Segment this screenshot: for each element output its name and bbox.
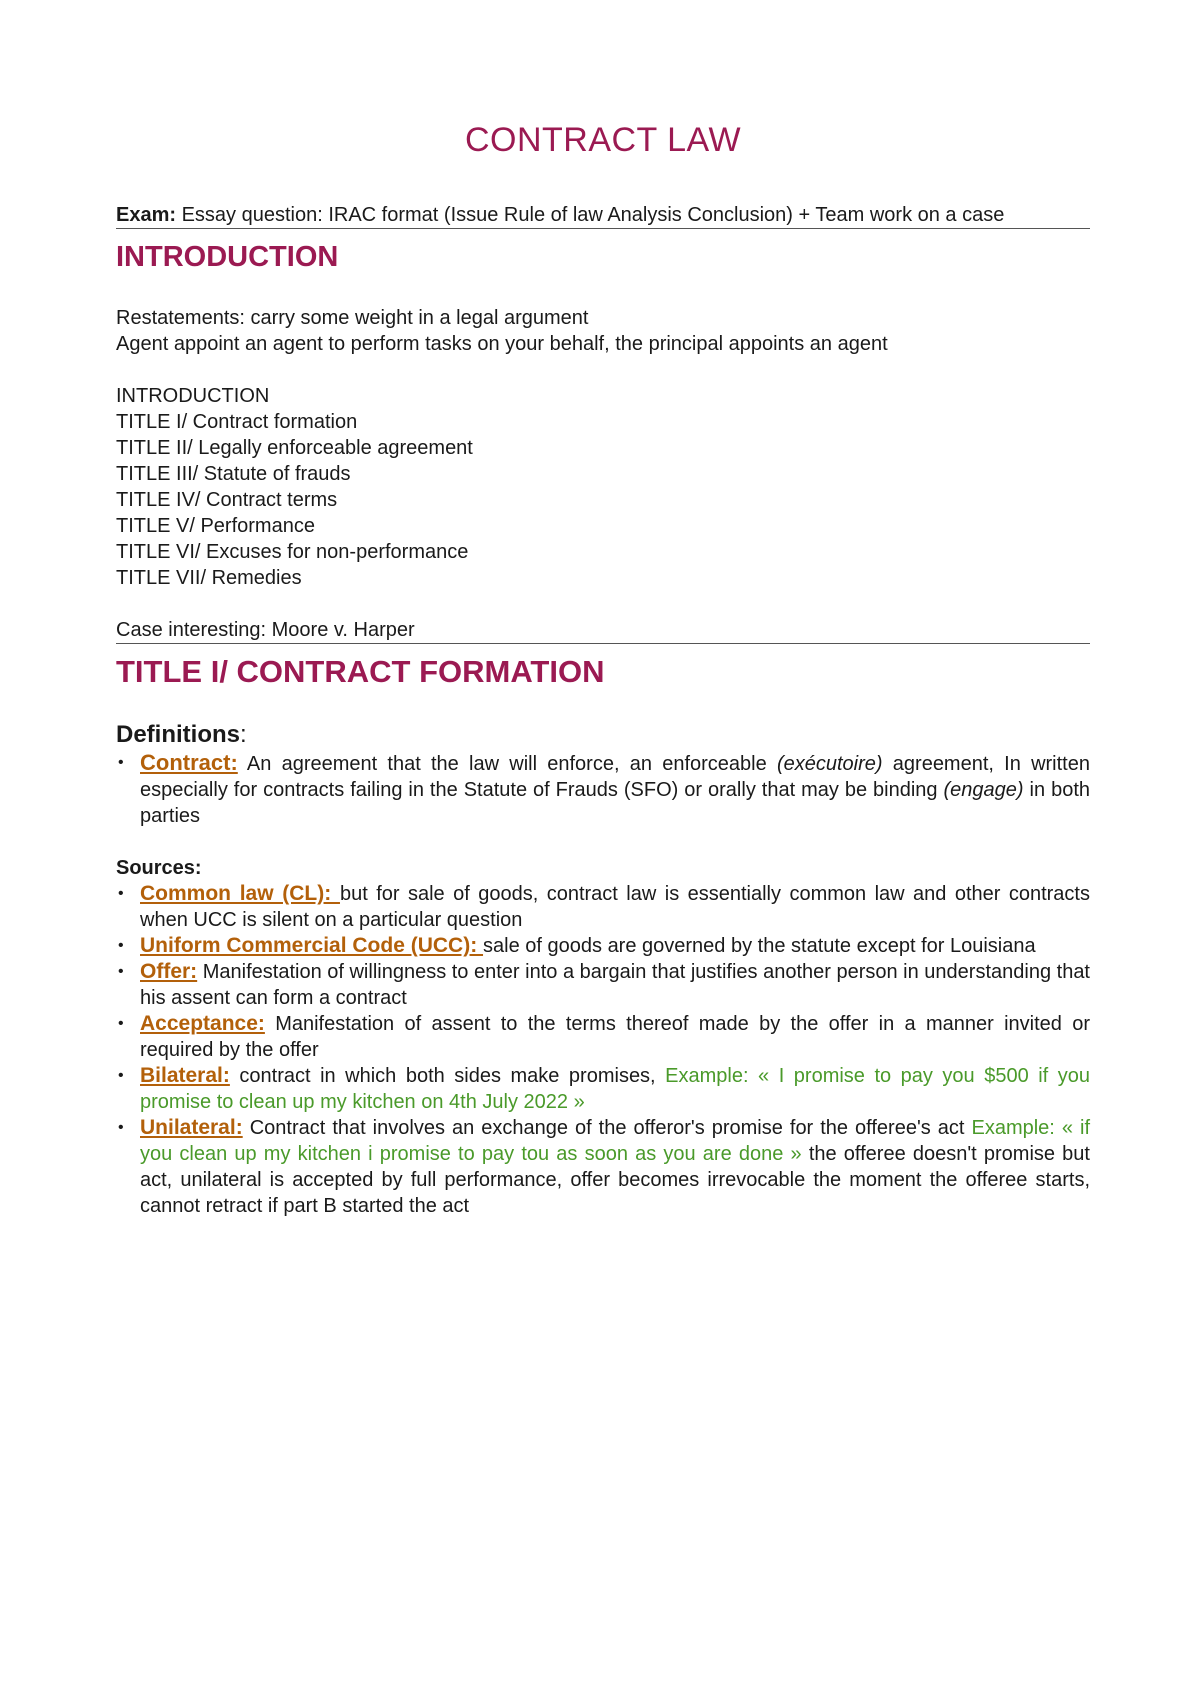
list-item	[116, 881, 1090, 933]
term-label: Unilateral:	[140, 1116, 243, 1139]
term-label: Contract:	[140, 750, 238, 775]
definitions-label: Definitions	[116, 721, 240, 748]
exam-label: Exam:	[116, 204, 177, 226]
source-text: Manifestation of willingness to enter into a bargain that justifies another person in understanding that his assent can form a contract	[140, 961, 1090, 1009]
example-text: Example: « I promise to pay you $500 if you promise to clean up my kitchen on 4th July 2022 »	[140, 1065, 1090, 1113]
bullet-icon: •	[118, 1119, 124, 1136]
bullet-icon: •	[118, 754, 124, 771]
bullet-icon: •	[118, 1067, 124, 1084]
list-item	[116, 933, 1090, 959]
term-label: Acceptance:	[140, 1012, 265, 1035]
term-label: Uniform Commercial Code (UCC):	[140, 934, 484, 957]
bullet-icon: •	[118, 1015, 124, 1032]
list-item	[116, 1115, 1090, 1219]
title1-heading: TITLE I/ CONTRACT FORMATION	[116, 654, 605, 689]
term-label: Common law (CL):	[140, 882, 340, 905]
source-text: but for sale of goods, contract law is essentially common law and other contracts when UCC is silent on a particular question	[140, 883, 1090, 931]
restatements-line: Restatements: carry some weight in a legal argument	[116, 307, 589, 329]
section-divider	[116, 228, 1090, 229]
toc-item: TITLE I/ Contract formation	[116, 411, 358, 433]
definitions-colon: :	[240, 721, 247, 748]
agent-line: Agent appoint an agent to perform tasks on your behalf, the principal appoints an agent	[116, 333, 888, 355]
definitions-heading	[116, 720, 1090, 750]
introduction-notes	[116, 305, 1090, 357]
toc-item: TITLE IV/ Contract terms	[116, 489, 338, 511]
document-title: CONTRACT LAW	[464, 121, 742, 159]
translation-note: (engage)	[943, 779, 1024, 801]
toc-item: INTRODUCTION	[116, 385, 270, 407]
definition-text: in both parties	[140, 779, 1090, 827]
bullet-icon: •	[118, 963, 124, 980]
list-item	[116, 1011, 1090, 1063]
exam-text: Essay question: IRAC format (Issue Rule of law Analysis Conclusion) + Team work on a case	[176, 204, 1005, 226]
term-label: Bilateral:	[140, 1064, 230, 1087]
example-text: Example: « if you clean up my kitchen i promise to pay tou as soon as you are done »	[140, 1117, 1090, 1165]
exam-paragraph	[116, 202, 1090, 228]
toc-item: TITLE V/ Performance	[116, 515, 315, 537]
sources-heading: Sources:	[116, 857, 202, 879]
list-item	[116, 959, 1090, 1011]
sources-list	[116, 881, 1090, 1219]
table-of-contents	[116, 383, 1090, 591]
introduction-heading: INTRODUCTION	[116, 241, 339, 273]
bullet-icon: •	[118, 937, 124, 954]
source-text: Manifestation of assent to the terms thereof made by the offer in a manner invited or required by the offer	[140, 1013, 1090, 1061]
definitions-list	[116, 750, 1090, 829]
source-text: sale of goods are governed by the statute except for Louisiana	[483, 935, 1036, 957]
toc-item: TITLE II/ Legally enforceable agreement	[116, 437, 473, 459]
list-item	[116, 1063, 1090, 1115]
bullet-icon: •	[118, 885, 124, 902]
definition-text: An agreement that the law will enforce, an enforceable	[237, 753, 777, 775]
source-text: Contract that involves an exchange of the offeror's promise for the offeree's act	[242, 1117, 972, 1139]
translation-note: (exécutoire)	[776, 753, 883, 775]
toc-item: TITLE III/ Statute of frauds	[116, 463, 351, 485]
list-item	[116, 750, 1090, 829]
toc-item: TITLE VII/ Remedies	[116, 567, 302, 589]
source-text: the offeree doesn't promise but act, unilateral is accepted by full performance, offer becomes irrevocable the moment the offeree starts, cannot retract if part B started the act	[140, 1143, 1090, 1217]
section-divider	[116, 643, 1090, 644]
source-text: contract in which both sides make promises,	[229, 1065, 666, 1087]
toc-item: TITLE VI/ Excuses for non-performance	[116, 541, 469, 563]
case-interesting-line: Case interesting: Moore v. Harper	[116, 619, 415, 641]
definition-text: agreement, In written especially for contracts failing in the Statute of Frauds (SFO) or orally that may be binding	[140, 753, 1090, 801]
term-label: Offer:	[140, 960, 198, 983]
